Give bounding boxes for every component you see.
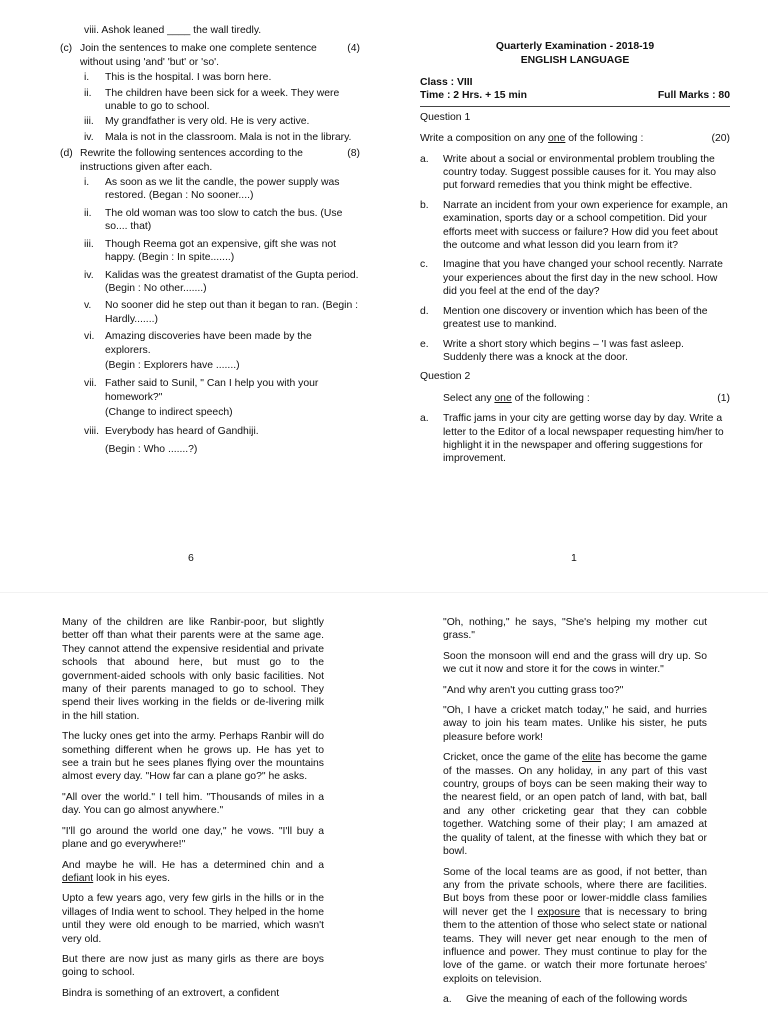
question-1-instruction — [420, 132, 730, 145]
paragraph — [443, 866, 707, 987]
item-text: Everybody has heard of Gandhiji. — [105, 425, 259, 437]
item-instruction: (Change to indirect speech) — [105, 407, 233, 419]
list-item — [84, 131, 360, 144]
instruction-text: Write a composition on any — [420, 133, 549, 145]
list-item — [84, 330, 360, 357]
text-run: Some of the local teams are as good, if not better, than any from the private schools, where there are facilities. But boys from these poor or lower-middle class families will never get the l — [443, 866, 707, 918]
item-text: This is the hospital. I was born here. — [105, 72, 272, 84]
item-text: Narrate an incident from your own experience for example, an examination, sports day or a school competition. Did your efforts meet with success or failure? How did you feet about the outcome and what lesson did you learn from it? — [443, 199, 728, 252]
item-number: iv. — [84, 269, 94, 281]
item-number: vii. — [84, 378, 97, 390]
item-text: No sooner did he step out than it began to ran. (Begin : Hardly.......) — [105, 300, 359, 325]
item-label: e. — [420, 338, 429, 350]
item-instruction: (Begin : Who .......?) — [105, 443, 198, 455]
page-number-left: 6 — [188, 552, 194, 564]
exam-subject: ENGLISH LANGUAGE — [520, 55, 630, 66]
item-instruction: (Begin : Explorers have .......) — [105, 359, 240, 371]
list-item — [443, 993, 707, 1006]
item-number: viii. — [84, 425, 100, 437]
text-run: Cricket, once the game of the — [443, 752, 582, 764]
item-text: Write a short story which begins – 'I was fast asleep. Suddenly there was a knock at the door. — [443, 338, 684, 363]
paragraph: The lucky ones get into the army. Perhaps Ranbir will do something different when he grows up. He has yet to see a train but he sees planes flying over the mountains almost every day. "How far can a plane go?" he asks. — [62, 731, 324, 783]
underlined-word: one — [494, 392, 512, 404]
question-2-instruction — [443, 392, 730, 405]
paragraph — [62, 859, 324, 886]
text-run: look in his eyes. — [93, 872, 171, 884]
paragraph: "Oh, I have a cricket match today," he said, and hurries away to join his team mates. Unlike his sister, he puts pleasure before work! — [443, 705, 707, 743]
list-item — [420, 258, 730, 298]
list-item — [84, 377, 360, 404]
section-label: (c) — [60, 43, 73, 55]
page-number-right: 1 — [571, 552, 577, 564]
paragraph: Many of the children are like Ranbir-poor, but slightly better off than what their parents were at the same age. They cannot attend the expensive residential and private schools that abound here, but must go to the government-aided schools with only basic facilities. Not many of their parents managed to go to school. They spend their lives working in the fields or de-livering milk in the hill station. — [62, 617, 324, 722]
marks: (1) — [717, 392, 730, 404]
list-item — [420, 199, 730, 253]
list-item — [420, 338, 730, 365]
item-text: Imagine that you have changed your school recently. Narrate your experiences about the first day in the new school. How did you feel at the end of the day? — [443, 259, 723, 298]
list-item — [84, 207, 360, 234]
list-item — [420, 305, 730, 332]
question-text: viii. Ashok leaned ____ the wall tiredly. — [84, 25, 262, 36]
paragraph: "And why aren't you cutting grass too?" — [443, 684, 624, 696]
item-text: Kalidas was the greatest dramatist of the Gupta period. (Begin : No other.......) — [105, 269, 359, 294]
item-label: b. — [420, 199, 429, 211]
item-number: i. — [84, 72, 90, 84]
item-text: Give the meaning of each of the following words — [466, 994, 688, 1006]
underlined-word: elite — [581, 752, 602, 764]
paragraph: "Oh, nothing," he says, "She's helping my mother cut grass." — [443, 617, 707, 642]
passage-right-panel — [443, 616, 707, 1024]
section-label: (d) — [60, 148, 73, 160]
section-c — [60, 42, 360, 69]
item-text: The old woman was too slow to catch the bus. (Use so.... that) — [105, 207, 343, 233]
paragraph: "All over the world." I tell him. "Thousands of miles in a day. You can go almost anywhere." — [62, 791, 324, 817]
text-run: And maybe he will. He has a determined chin and a — [62, 859, 324, 871]
item-number: ii. — [84, 87, 92, 99]
list-item — [84, 115, 360, 128]
list-item — [84, 238, 360, 265]
list-item — [84, 87, 360, 114]
underlined-word: defiant — [62, 872, 94, 884]
item-number: iii. — [84, 116, 94, 128]
marks: (8) — [347, 148, 360, 160]
item-text: Father said to Sunil, " Can I help you with your homework?" — [105, 378, 319, 403]
list-item — [84, 269, 360, 296]
item-number: vi. — [84, 331, 95, 343]
list-item — [84, 299, 360, 326]
page-divider — [0, 592, 768, 593]
item-number: iv. — [84, 131, 94, 143]
page-1-panel — [420, 40, 730, 520]
paragraph: "I'll go around the world one day," he vows. "I'll buy a plane and go everywhere!" — [62, 825, 324, 851]
underlined-word: exposure — [537, 906, 581, 918]
class-label: Class : VIII — [420, 77, 473, 88]
item-number: iii. — [84, 238, 94, 250]
time-label: Time : 2 Hrs. + 15 min — [420, 90, 527, 102]
item-number: ii. — [84, 207, 92, 219]
item-label: d. — [420, 305, 429, 317]
item-number: v. — [84, 300, 92, 312]
passage-left-panel — [62, 616, 324, 1024]
exam-meta — [420, 76, 730, 107]
item-text: Mention one discovery or invention which has been of the greatest use to mankind. — [443, 305, 708, 331]
text-run: has become the game of the masses. On any holiday, in any part of this vast country, groups of boys can be seen making their way to the nearest field, or an open patch of land, with bat, ball and any other cricketing gear that they can cobble together. Watching some of their play; I am amazed at the quality of talent, at the finesse with which they bat or bowl. — [443, 752, 707, 858]
item-text: Mala is not in the classroom. Mala is not in the library. — [105, 131, 352, 143]
section-d — [60, 147, 360, 174]
full-marks-label: Full Marks : 80 — [657, 90, 730, 102]
paragraph: Upto a few years ago, very few girls in the hills or in the villages of India went to school. They helped in the home until they were old enough to be married, which wasn't very old. — [62, 893, 324, 945]
list-item — [84, 176, 360, 203]
item-text: Amazing discoveries have been made by the explorers. — [105, 331, 312, 356]
list-item — [420, 153, 730, 193]
item-label: a. — [420, 153, 429, 165]
list-item — [420, 412, 730, 466]
exam-title: Quarterly Examination - 2018-19 — [495, 41, 655, 52]
list-item — [84, 425, 360, 438]
underlined-word: one — [548, 133, 566, 145]
question-1-heading: Question 1 — [420, 111, 471, 123]
section-instruction: Join the sentences to make one complete sentence without using 'and' 'but' or 'so'. — [80, 43, 317, 68]
instruction-text: Select any — [443, 392, 495, 404]
item-text: Though Reema got an expensive, gift she was not happy. (Begin : In spite.......) — [105, 238, 337, 264]
question-line-viii — [84, 24, 360, 37]
paragraph — [443, 751, 707, 858]
item-label: c. — [420, 259, 429, 271]
item-text: Write about a social or environmental problem troubling the country today. Suggest possible causes for it. You may also put forward remedies that you think might be effective. — [443, 153, 717, 192]
question-2-heading: Question 2 — [420, 371, 471, 383]
section-instruction: Rewrite the following sentences according to the instructions given after each. — [80, 148, 303, 173]
marks: (4) — [347, 43, 360, 55]
marks: (20) — [711, 133, 730, 145]
item-text: Traffic jams in your city are getting worse day by day. Write a letter to the Editor of a local newspaper requesting him/her to highlight it in the newspaper and offering suggestions for improvement. — [443, 413, 724, 465]
item-number: i. — [84, 177, 90, 189]
paragraph: But there are now just as many girls as there are boys going to school. — [62, 953, 324, 979]
text-run: that is necessary to bring them to the attention of those who select state or national teams. They will never get near enough to the men of influence and power. They must continue to play for the love of the game. or watch their more fortunate heroes' exploits on television. — [443, 906, 707, 985]
item-label: a. — [420, 413, 429, 425]
item-text: The children have been sick for a week. They were unable to go to school. — [105, 87, 340, 113]
instruction-text: of the following : — [511, 392, 590, 404]
page-6-panel — [60, 24, 360, 524]
item-label: a. — [443, 994, 452, 1006]
instruction-text: of the following : — [565, 133, 644, 145]
paragraph: Soon the monsoon will end and the grass will dry up. So we cut it now and store it for the cows in winter." — [443, 650, 707, 676]
list-item — [84, 71, 360, 84]
item-text: As soon as we lit the candle, the power supply was restored. (Began : No sooner....) — [105, 177, 340, 202]
paragraph: Bindra is something of an extrovert, a confident — [62, 987, 280, 999]
item-text: My grandfather is very old. He is very active. — [105, 116, 310, 128]
